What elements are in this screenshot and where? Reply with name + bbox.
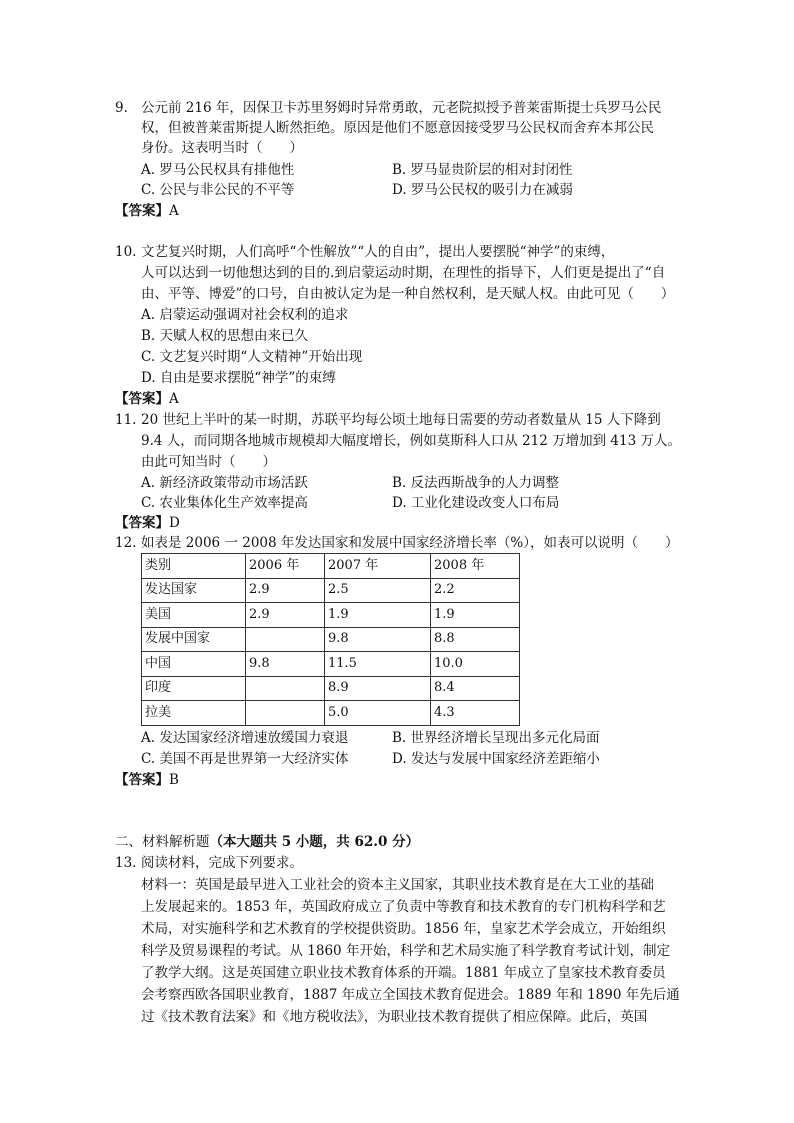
answer-value: B <box>169 772 179 788</box>
q13-intro: 阅读材料，完成下列要求。 <box>141 855 303 871</box>
table-cell: 8.9 <box>325 676 431 701</box>
table-cell: 拉美 <box>142 701 246 726</box>
table-cell: 发达国家 <box>142 578 246 603</box>
q11-stem-line: 由此可知当时（ ） <box>141 454 276 470</box>
q13-material-line: 会考察西欧各国职业教育，1887 年成立全国技术教育促进会。1889 年和 1890 年先后通 <box>141 987 680 1003</box>
answer-value: D <box>169 515 180 531</box>
q11-stem-line: 9.4 人，而同期各地城市规模却大幅度增长，例如莫斯科人口从 212 万增加到 413 万人。 <box>141 433 681 449</box>
q9-option-b: B. 罗马显贵阶层的相对封闭性 <box>392 162 573 178</box>
q10-option-d: D. 自由是要求摆脱“神学”的束缚 <box>141 370 336 386</box>
q10-answer <box>115 390 179 408</box>
answer-label: 【答案】 <box>115 391 169 407</box>
section-heading-prefix: 二、材料解析题 <box>115 834 210 850</box>
table-header-cell: 2006 年 <box>246 554 325 579</box>
q9-stem-line: 身份。这表明当时（ ） <box>141 140 303 156</box>
q13-material-line: 科学及贸易课程的考试。从 1860 年开始，科学和艺术局实施了科学教育考试计划，制定 <box>141 943 670 959</box>
table-cell: 中国 <box>142 652 246 677</box>
q9-stem-line: 权，但被普莱雷斯提人断然拒绝。原因是他们不愿意因接受罗马公民权而舍弃本邦公民 <box>141 120 654 136</box>
q10-stem-line: 文艺复兴时期，人们高呼“个性解放”“人的自由”，提出人要摆脱“神学”的束缚， <box>141 244 615 260</box>
q9-answer <box>115 202 179 220</box>
answer-label: 【答案】 <box>115 203 169 219</box>
q10-option-b: B. 天赋人权的思想由来已久 <box>141 328 309 344</box>
q12-option-b: B. 世界经济增长呈现出多元化局面 <box>392 730 600 746</box>
answer-label: 【答案】 <box>115 515 169 531</box>
table-cell: 1.9 <box>325 603 431 628</box>
table-cell: 2.9 <box>246 578 325 603</box>
table-row <box>142 701 520 726</box>
table-cell: 8.4 <box>431 676 520 701</box>
q13-material-line: 了教学大纲。这是英国建立职业技术教育体系的开端。1881 年成立了皇家技术教育委员 <box>141 965 666 981</box>
table-cell <box>246 676 325 701</box>
table-header-cell: 2007 年 <box>325 554 431 579</box>
table-cell: 4.3 <box>431 701 520 726</box>
q12-option-a: A. 发达国家经济增速放缓国力衰退 <box>141 730 349 746</box>
table-cell: 5.0 <box>325 701 431 726</box>
q11-option-a: A. 新经济政策带动市场活跃 <box>141 475 308 491</box>
q10-option-c: C. 文艺复兴时期“人文精神”开始出现 <box>141 349 363 365</box>
q12-option-d: D. 发达与发展中国家经济差距缩小 <box>392 751 600 767</box>
table-cell: 2.9 <box>246 603 325 628</box>
q11-number: 11. <box>115 412 137 428</box>
table-row <box>142 603 520 628</box>
q11-option-d: D. 工业化建设改变人口布局 <box>392 495 560 511</box>
answer-value: A <box>169 391 179 407</box>
table-cell: 发展中国家 <box>142 627 246 652</box>
q11-stem-line: 20 世纪上半叶的某一时期，苏联平均每公顷土地每日需要的劳动者数量从 15 人下降到 <box>141 412 661 428</box>
q12-stem-line: 如表是 2006 一 2008 年发达国家和发展中国家经济增长率（%），如表可以说明（ ） <box>141 535 679 551</box>
q12-option-c: C. 美国不再是世界第一大经济实体 <box>141 751 349 767</box>
q11-option-c: C. 农业集体化生产效率提高 <box>141 495 308 511</box>
table-cell: 2.2 <box>431 578 520 603</box>
q9-stem-line: 公元前 216 年，因保卫卡苏里努姆时异常勇敢，元老院拟授予普莱雷斯提士兵罗马公民 <box>141 100 662 116</box>
table-cell: 9.8 <box>246 652 325 677</box>
answer-value: A <box>169 203 179 219</box>
q13-number: 13. <box>115 855 137 871</box>
q13-material-line: 术局，对实施科学和艺术教育的学校提供资助。1856 年，皇家艺术学会成立，开始组织 <box>141 921 666 937</box>
table-cell: 印度 <box>142 676 246 701</box>
table-header-cell: 类别 <box>142 554 246 579</box>
table-row <box>142 676 520 701</box>
q10-number: 10. <box>115 244 137 260</box>
table-header-cell: 2008 年 <box>431 554 520 579</box>
table-cell: 11.5 <box>325 652 431 677</box>
q13-material-line: 过《技术教育法案》和《地方税收法》，为职业技术教育提供了相应保障。此后，英国 <box>141 1009 648 1025</box>
q10-stem-line: 由、平等、博爱”的口号，自由被认定为是一种自然权利，是天赋人权。由此可见（ ） <box>141 286 675 302</box>
q12-answer <box>115 771 179 789</box>
table-cell: 9.8 <box>325 627 431 652</box>
section-heading-detail: （本大题共 5 小题，共 62.0 分） <box>209 834 420 850</box>
q9-option-a: A. 罗马公民权具有排他性 <box>141 162 295 178</box>
q13-material-line: 上发展起来的。1853 年，英国政府成立了负责中等教育和技术教育的专门机构科学和艺 <box>141 899 666 915</box>
q9-option-c: C. 公民与非公民的不平等 <box>141 182 295 198</box>
table-cell: 美国 <box>142 603 246 628</box>
q11-answer <box>115 514 180 532</box>
table-row <box>142 652 520 677</box>
section-heading <box>115 833 419 851</box>
q13-material-line: 材料一：英国是最早进入工业社会的资本主义国家，其职业技术教育是在大工业的基础 <box>141 877 654 893</box>
table-cell: 2.5 <box>325 578 431 603</box>
table-row <box>142 627 520 652</box>
q10-option-a: A. 启蒙运动强调对社会权利的追求 <box>141 307 349 323</box>
q11-option-b: B. 反法西斯战争的人力调整 <box>392 475 560 491</box>
q12-number: 12. <box>115 535 137 551</box>
growth-rate-table <box>141 553 520 726</box>
q9-number: 9. <box>115 100 128 116</box>
table-cell <box>246 701 325 726</box>
table-cell: 8.8 <box>431 627 520 652</box>
table-cell <box>246 627 325 652</box>
answer-label: 【答案】 <box>115 772 169 788</box>
q9-option-d: D. 罗马公民权的吸引力在减弱 <box>392 182 573 198</box>
table-header-row <box>142 554 520 579</box>
table-row <box>142 578 520 603</box>
table-cell: 10.0 <box>431 652 520 677</box>
q10-stem-line: 人可以达到一切他想达到的目的.到启蒙运动时期，在理性的指导下，人们更是提出了“自 <box>141 265 666 281</box>
table-cell: 1.9 <box>431 603 520 628</box>
